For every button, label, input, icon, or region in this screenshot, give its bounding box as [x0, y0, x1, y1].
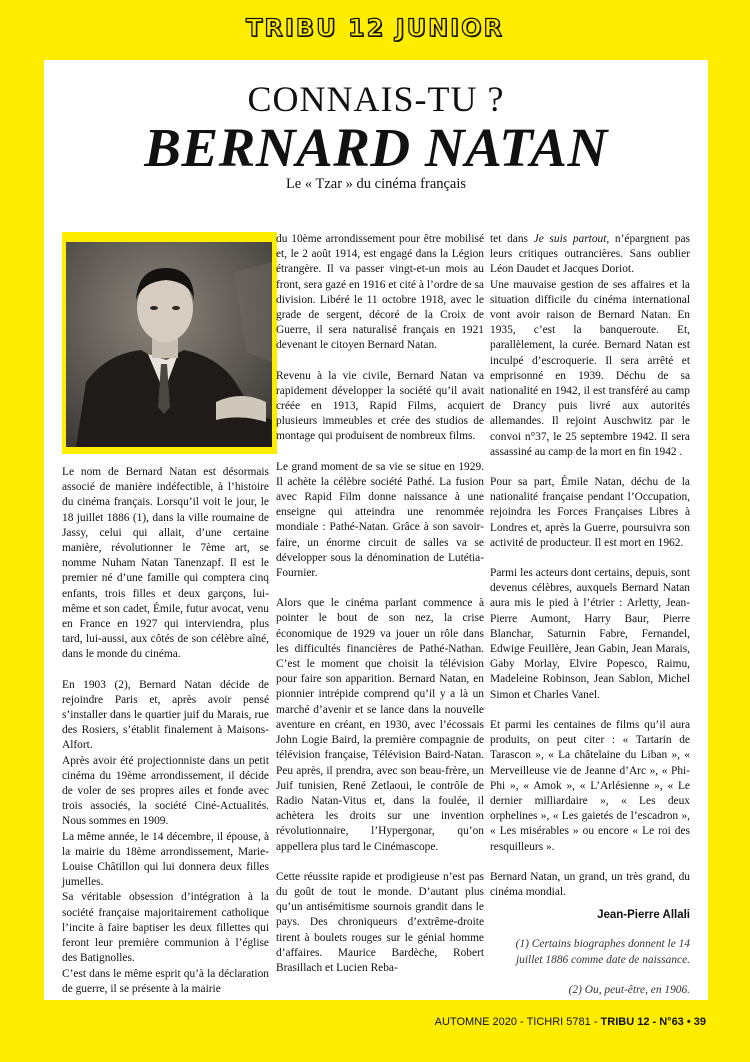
paragraph: Alors que le cinéma parlant commence à pointer le bout de son nez, la crise économique de 1929 va jouer un rôle dans les difficultés financières de Pathé-Nathan. C’est le moment que choisit la télévision pour faire son apparition. Bernard Natan, en pionnier intrépide comprend qu’il y a là un marché d’avenir et se lance dans la nouvelle aventure en créant, en 1930, avec l’écossais John Logie Baird, la première compagnie de télévision française, Télévision Baird-Natan. Peu après, il prendra, avec son beau-frère, un Juif tunisien, René Zetlaoui, le contrôle de Radio Natan-Vitus et, dans la foulée, il achètera les droits sur une invention révolutionnaire, l’Hypergonar, qu’on appellera plus tard le Cinémascope. [276, 597, 484, 853]
paragraph: Parmi les acteurs dont certains, depuis, sont devenus célèbres, auxquels Bernard Natan aura mis le pied à l’étrier : Arletty, Jean-Pierre Aumont, Harry Baur, Pierre Blanchar, Saturnin Fabre, Fernandel, Edwige Feuillère, Jean Gabin, Jean Marais, Gaby Morlay, Elvire Popesco, Raimu, Madeleine Robinson, Jean Sablon, Michel Simon et Charles Vanel. [490, 567, 690, 701]
paragraph: du 10ème arrondissement pour être mobilisé et, le 2 août 1914, est engagé dans la Légion étrangère. Il va passer vingt-et-un mois au front, sera gazé en 1916 et cité à l’ordre de sa division. Libéré le 11 octobre 1918, avec le grade de sergent, décoré de la Croix de Guerre, il sera naturalisé français en 1921 devenant le citoyen Bernard Natan. [276, 233, 484, 352]
paragraph: C’est dans le même esprit qu’à la déclaration de guerre, il se présente à la mairie [62, 967, 269, 995]
footnote-1: (1) Certains biographes donnent le 14 juillet 1886 comme date de naissance. [515, 938, 690, 966]
paragraph: Après avoir été projectionniste dans un petit cinéma du 19ème arrondissement, il décide de voler de ses propres ailes et fonde avec trois associés, la société Ciné-Actualités. Nous sommes en 1909. [62, 754, 269, 828]
paragraph [490, 232, 690, 278]
issue-info: AUTOMNE 2020 - TICHRI 5781 - [434, 1016, 601, 1028]
paragraph: Cette réussite rapide et prodigieuse n’est pas du goût de tout le monde. D’autant plus qu’un antisémitisme sournois grandit dans le pays. Des chroniqueurs d’extrême-droite tirent à boulets rouges sur le génial homme d’affaires. Maurice Bardèche, Robert Brasillach et Lucien Reba- [276, 870, 484, 974]
article-title: BERNARD NATAN [144, 117, 608, 178]
text-column-1 [62, 465, 269, 997]
paragraph: Revenu à la vie civile, Bernard Natan va rapidement développer la société qu’il avait créée en 1913, Rapid Films, acquiert plusieurs immeubles et crée des studios de montage qui produisent de nombreux films. [276, 369, 484, 443]
text-column-2 [276, 232, 484, 976]
author-signature: Jean-Pierre Allali [597, 909, 690, 922]
paragraph: En 1903 (2), Bernard Natan décide de rejoindre Paris et, après avoir pensé s’installer dans le quartier juif du Marais, rue des Rosiers, s’établit finalement à Maisons-Alfort. [62, 678, 269, 752]
paragraph: Une mauvaise gestion de ses affaires et la situation difficile du cinéma international vont avoir raison de Bernard Natan. En 1935, c’est la banqueroute. Et, parallèlement, la curée. Bernard Natan est inculpé d’escroquerie. Il sera arrêté et emprisonné en 1939. Déchu de sa nationalité en 1942, il est transféré au camp de Drancy puis livré aux autorités allemandes. Il rejoint Auschwitz par le convoi n°37, le 25 septembre 1942. Il sera assassiné au camp de la mort en fin 1942 . [490, 278, 690, 458]
text-run: n’épargnent pas leurs critiques outrancières. Sans oublier Léon Daudet et Jacques Doriot. [490, 233, 690, 276]
paragraph: Bernard Natan, un grand, un très grand, du cinéma mondial. [490, 870, 690, 898]
paragraph: Sa véritable obsession d’intégration à la société française majoritairement catholique l’incite à faire baptiser les deux fillettes qui feront leur première communion à l’église des Batignolles. [62, 891, 269, 965]
portrait-photo [66, 242, 272, 447]
text-column-3 [490, 232, 690, 1013]
text-run: tet dans [490, 233, 534, 245]
page-footer [435, 1016, 706, 1028]
paragraph: Le grand moment de sa vie se situe en 1929. Il achète la célèbre société Pathé. La fusion avec Rapid Film donne naissance à une enseigne qui atteindra une renommée mondiale : Pathé-Natan. Grâce à son savoir-faire, un énorme circuit de salles va se développer sous la dénomination de Lutétia-Fournier. [276, 460, 484, 580]
publication-name: Je suis partout, [533, 233, 610, 245]
magazine-page-number: TRIBU 12 - N°63 • 39 [600, 1016, 706, 1028]
article-kicker: CONNAIS-TU ? [247, 79, 505, 119]
paragraph: Pour sa part, Émile Natan, déchu de la nationalité française pendant l’Occupation, rejoindra les Forces Françaises Libres à Londres et, après la Guerre, poursuivra son activité de producteur. Il est mort en 1962. [490, 476, 690, 549]
article-panel [44, 60, 708, 1000]
paragraph: La même année, le 14 décembre, il épouse, à la mairie du 18ème arrondissement, Marie-Louise Châtillon qui lui donnera deux filles jumelles. [62, 830, 269, 889]
article-subtitle: Le « Tzar » du cinéma français [285, 176, 467, 192]
masthead-logo: TRIBU 12 JUNIOR [246, 14, 504, 42]
paragraph: Le nom de Bernard Natan est désormais associé de manière indéfectible, à l’histoire du cinéma français. Lorsqu’il voit le jour, le 18 juillet 1886 (1), dans la ville roumaine de Jassy, celui qui allait, d’une certaine manière, révolutionner le 7ème art, se nomme Nuham Natan Tanenzapf. Il est le premier né d’une famille qui comptera cinq enfants, trois filles et deux garçons, lui-même et son cadet, Émile, futur avocat, venu en France en 1927 qui interviendra, plus tard, lui-aussi, aux côtés de son célèbre aîné, dans le monde du cinéma. [62, 466, 269, 661]
paragraph: Et parmi les centaines de films qu’il aura produits, on peut citer : « Tartarin de Tarascon », « La châtelaine du Liban », « Merveilleuse vie de Jeanne d’Arc », « Phi-Phi », « Amok », « L’Arlésienne », « Le dernier milliardaire », « Les deux orphelines », « Les gaietés de l’escadron », « Les misérables » ou encore « Le roi des resquilleurs ». [490, 718, 690, 853]
footnote-2: (2) Ou, peut-être, en 1906. [568, 983, 690, 996]
